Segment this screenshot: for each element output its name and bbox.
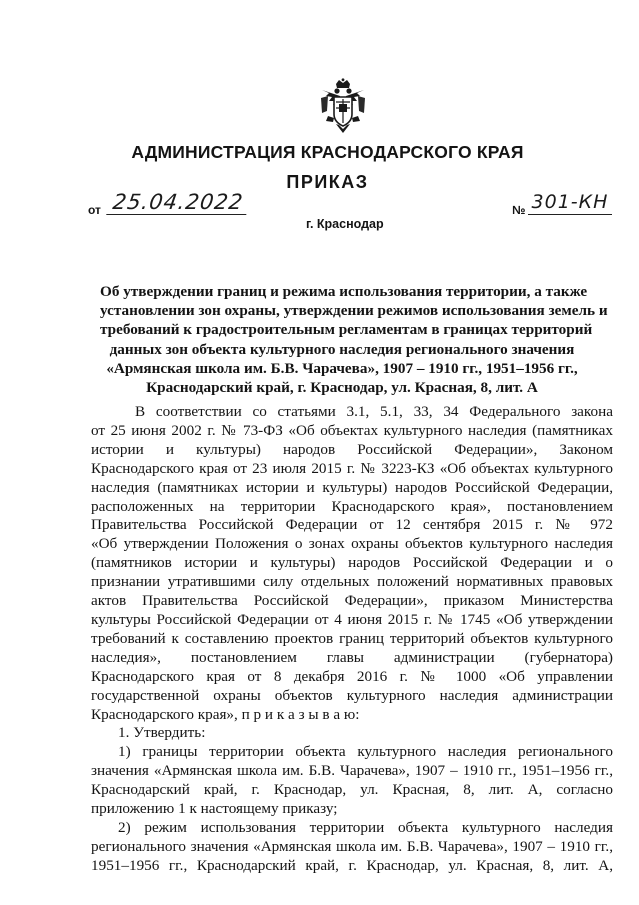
document-title	[100, 282, 608, 397]
body-line: (памятников истории и культуры) народов Российской Федерации и о	[91, 554, 613, 572]
title-line: Краснодарский край, г. Краснодар, ул. Красная, 8, лит. А	[146, 379, 538, 397]
body-line: Краснодарского края от 23 июля 2015 г. № 3223-КЗ «Об объектах культурного	[91, 459, 613, 477]
krasnodar-coat-of-arms-icon	[320, 78, 366, 134]
body-line: 1) границы территории объекта культурного наследия регионального	[118, 743, 613, 761]
number-value: 301-КН	[528, 190, 612, 215]
body-line: истории и культуры) народов Российской Федерации», Законом	[91, 440, 613, 458]
document-type: ПРИКАЗ	[286, 172, 369, 192]
body-line: «Об утверждении Положения о зонах охраны объектов культурного наследия	[91, 535, 613, 553]
body-line: признании утратившими силу отдельных положений нормативных правовых	[91, 573, 613, 591]
body-line: В соответствии со статьями 3.1, 5.1, 33, 34 Федерального закона	[135, 403, 613, 420]
body-line: культуры Российской Федерации от 4 июня 2015 г. № 1745 «Об утверждении	[91, 610, 613, 628]
body-line: Краснодарского края», п р и к а з ы в а ю:	[91, 705, 360, 723]
title-line: установлении зон охраны, утверждении режимов использования земель и	[100, 302, 608, 320]
body-line: требований к составлению проектов границ территорий объектов культурного	[91, 629, 613, 647]
body-line: актов Правительства Российской Федерации», приказом Министерства	[91, 592, 613, 610]
document-body	[91, 403, 613, 876]
date-label: от	[88, 203, 101, 217]
title-line: «Армянская школа им. Б.В. Чарачева», 1907 – 1910 гг., 1951–1956 гг.,	[106, 359, 578, 377]
body-line: 1951–1956 гг., Краснодарский край, г. Краснодар, ул. Красная, 8, лит. А,	[91, 856, 613, 874]
title-line: требований к градостроительным регламентам в границах территорий	[100, 321, 593, 339]
title-line: данных зон объекта культурного наследия регионального значения	[109, 340, 575, 358]
body-line: регионального значения «Армянская школа им. Б.В. Чарачева», 1907 – 1910 гг.,	[91, 837, 613, 855]
city-name: г. Краснодар	[306, 217, 384, 231]
body-line: наследия (памятниках истории и культуры) народов Российской Федерации,	[91, 478, 613, 496]
date-value: 25.04.2022	[106, 190, 250, 215]
body-line: 1. Утвердить:	[118, 724, 206, 742]
body-line: наследия», постановлением главы администрации (губернатора)	[91, 648, 613, 666]
body-line: 2) режим использования территории объекта культурного наследия	[118, 818, 613, 836]
body-line: Правительства Российской Федерации от 12 сентября 2015 г. № 972	[91, 516, 613, 534]
organization-name: АДМИНИСТРАЦИЯ КРАСНОДАРСКОГО КРАЯ	[131, 142, 524, 162]
title-line: Об утверждении границ и режима использования территории, а также	[100, 283, 588, 300]
body-line: приложению 1 к настоящему приказу;	[91, 800, 338, 818]
body-line: расположенных на территории Краснодарского края», постановлением	[91, 497, 613, 515]
body-line: Краснодарский край, г. Краснодар, ул. Красная, 8, лит. А, согласно	[91, 781, 613, 799]
body-line: значения «Армянская школа им. Б.В. Чарачева», 1907 – 1910 гг., 1951–1956 гг.,	[91, 762, 613, 780]
body-line: государственной охраны объектов культурного наследия администрации	[91, 686, 613, 704]
body-line: от 25 июня 2002 г. № 73-ФЗ «Об объектах культурного наследия (памятниках	[91, 421, 613, 439]
body-line: Краснодарского края от 8 декабря 2016 г. № 1000 «Об управлении	[91, 667, 613, 685]
number-label: №	[512, 203, 526, 217]
